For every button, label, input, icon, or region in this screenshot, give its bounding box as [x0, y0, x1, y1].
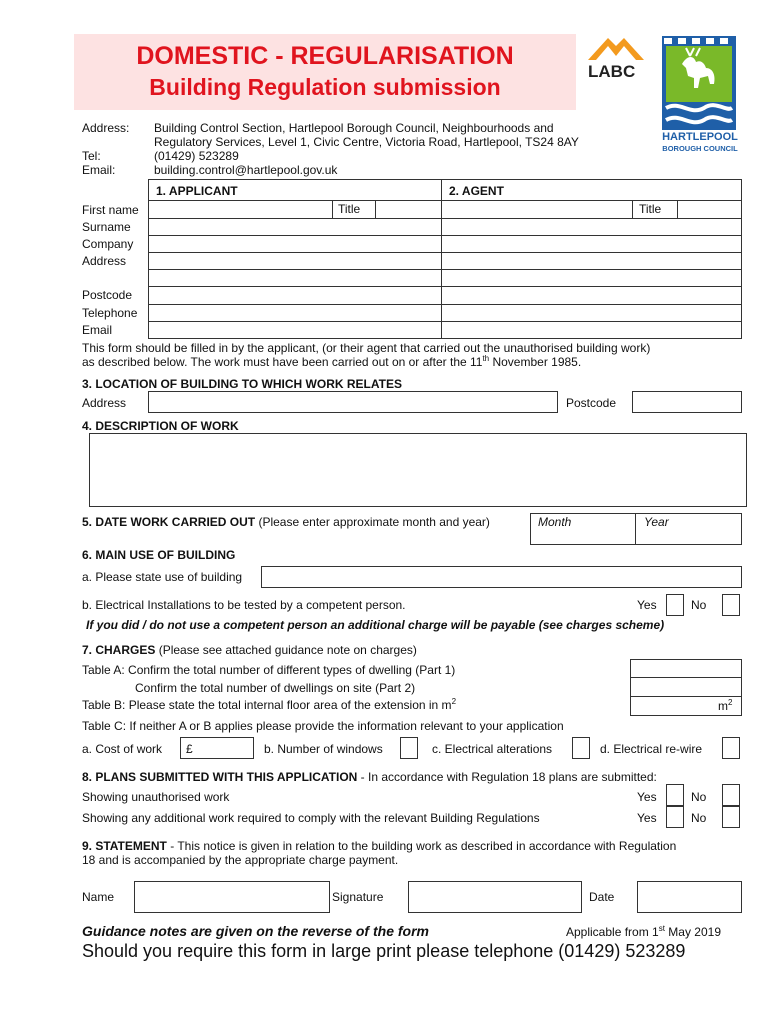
email-field-label: Email	[82, 323, 113, 337]
labc-logo	[586, 34, 650, 84]
table-a-line2: Confirm the total number of dwellings on site (Part 2)	[135, 681, 416, 695]
contact-address-line2: Regulatory Services, Level 1, Civic Centre, Victoria Road, Hartlepool, TS24 8AY	[154, 135, 579, 149]
location-postcode-label: Postcode	[566, 396, 617, 410]
plans-row2-no-checkbox[interactable]	[722, 806, 740, 828]
guidance-note: Guidance notes are given on the reverse of the form	[82, 923, 429, 939]
electrical-no-checkbox[interactable]	[722, 594, 740, 616]
agent-title-label: Title	[639, 202, 662, 216]
plans-row2-label: Showing any additional work required to comply with the relevant Building Regulations	[82, 811, 540, 825]
plans-heading: 8. PLANS SUBMITTED WITH THIS APPLICATION - In accordance with Regulation 18 plans are submitted:	[82, 770, 657, 784]
applicant-title-label: Title	[338, 202, 361, 216]
year-label: Year	[644, 515, 669, 529]
date-label: Date	[589, 890, 615, 904]
hartlepool-logo	[660, 34, 740, 156]
form-title: DOMESTIC - REGULARISATION	[136, 42, 514, 70]
name-label: Name	[82, 890, 115, 904]
rewire-checkbox[interactable]	[722, 737, 740, 759]
council-name-line1: HARTLEPOOL	[662, 131, 738, 143]
electrical-yes-checkbox[interactable]	[666, 594, 684, 616]
statement-line2: 18 and is accompanied by the appropriate charge payment.	[82, 853, 399, 867]
email-label: Email:	[82, 163, 116, 177]
electrical-yes-label: Yes	[637, 598, 657, 612]
first-name-label: First name	[82, 203, 139, 217]
windows-label: b. Number of windows	[264, 742, 383, 756]
intro-line1: This form should be filled in by the applicant, (or their agent that carried out the unauthorised building work)	[82, 341, 651, 355]
m2-unit: $m^2$	[718, 698, 733, 713]
contact-address-line1: Building Control Section, Hartlepool Borough Council, Neighbourhoods and	[154, 121, 554, 135]
location-address-label: Address	[82, 396, 127, 410]
dwelling-types-input[interactable]	[631, 660, 741, 677]
title-banner	[74, 34, 576, 110]
location-postcode-input[interactable]	[632, 391, 742, 413]
plans-row1-label: Showing unauthorised work	[82, 790, 230, 804]
charges-heading: 7. CHARGES (Please see attached guidance note on charges)	[82, 643, 417, 657]
date-work-heading: 5. DATE WORK CARRIED OUT (Please enter approximate month and year)	[82, 515, 490, 529]
plans-row1-yes-checkbox[interactable]	[666, 784, 684, 806]
statement-line1: 9. STATEMENT - This notice is given in relation to the building work as described in accordance with Regulation	[82, 839, 677, 853]
plans-row1-yes-label: Yes	[637, 790, 657, 804]
month-label: Month	[538, 515, 572, 529]
email-value[interactable]: building.control@hartlepool.gov.uk	[154, 163, 338, 177]
address-label: Address:	[82, 121, 130, 135]
address-field-label: Address	[82, 254, 127, 268]
plans-row2-yes-checkbox[interactable]	[666, 806, 684, 828]
plans-row2-no-label: No	[691, 811, 707, 825]
use-of-building-label: a. Please state use of building	[82, 570, 243, 584]
table-b-line: Table B: Please state the total internal floor area of the extension in $m^2$	[82, 697, 457, 712]
company-label: Company	[82, 237, 134, 251]
signature-input[interactable]	[408, 881, 582, 913]
location-address-input[interactable]	[148, 391, 558, 413]
applicant-heading: 1. APPLICANT	[156, 184, 238, 198]
large-print-note: Should you require this form in large print please telephone (01429) 523289	[82, 941, 686, 961]
tel-value: (01429) 523289	[154, 149, 239, 163]
council-name-line2: BOROUGH COUNCIL	[662, 144, 738, 153]
main-use-heading: 6. MAIN USE OF BUILDING	[82, 548, 236, 562]
applicable-date: Applicable from 1st May 2019	[566, 924, 721, 939]
plans-row2-yes-label: Yes	[637, 811, 657, 825]
agent-title-input[interactable]	[678, 201, 741, 217]
currency-symbol: £	[186, 742, 193, 756]
agent-heading: 2. AGENT	[449, 184, 504, 198]
date-input[interactable]	[637, 881, 742, 913]
telephone-label: Telephone	[82, 306, 138, 320]
cost-of-work-label: a. Cost of work	[82, 742, 163, 756]
name-input[interactable]	[134, 881, 330, 913]
postcode-label: Postcode	[82, 288, 133, 302]
description-heading: 4. DESCRIPTION OF WORK	[82, 419, 239, 433]
use-of-building-input[interactable]	[261, 566, 742, 588]
table-c-line: Table C: If neither A or B applies please provide the information relevant to your application	[82, 719, 564, 733]
applicant-title-input[interactable]	[376, 201, 440, 217]
labc-text: LABC	[588, 62, 636, 81]
electrical-alterations-checkbox[interactable]	[572, 737, 590, 759]
plans-row1-no-label: No	[691, 790, 707, 804]
plans-row1-no-checkbox[interactable]	[722, 784, 740, 806]
surname-label: Surname	[82, 220, 131, 234]
council-crest-icon	[660, 34, 740, 130]
location-heading: 3. LOCATION OF BUILDING TO WHICH WORK RELATES	[82, 377, 402, 391]
signature-label: Signature	[332, 890, 384, 904]
windows-checkbox[interactable]	[400, 737, 418, 759]
rewire-label: d. Electrical re-wire	[600, 742, 703, 756]
tel-label: Tel:	[82, 149, 101, 163]
form-subtitle: Building Regulation submission	[149, 74, 501, 100]
electrical-no-label: No	[691, 598, 707, 612]
intro-line2: as described below. The work must have been carried out on or after the 11th November 1985.	[82, 354, 582, 369]
electrical-alterations-label: c. Electrical alterations	[432, 742, 553, 756]
description-textarea[interactable]	[89, 433, 747, 507]
dwellings-total-input[interactable]	[631, 678, 741, 696]
competent-person-warning: If you did / do not use a competent person an additional charge will be payable (see charges scheme)	[86, 618, 665, 632]
electrical-test-label: b. Electrical Installations to be tested by a competent person.	[82, 598, 406, 612]
table-a-line1: Table A: Confirm the total number of different types of dwelling (Part 1)	[82, 663, 456, 677]
